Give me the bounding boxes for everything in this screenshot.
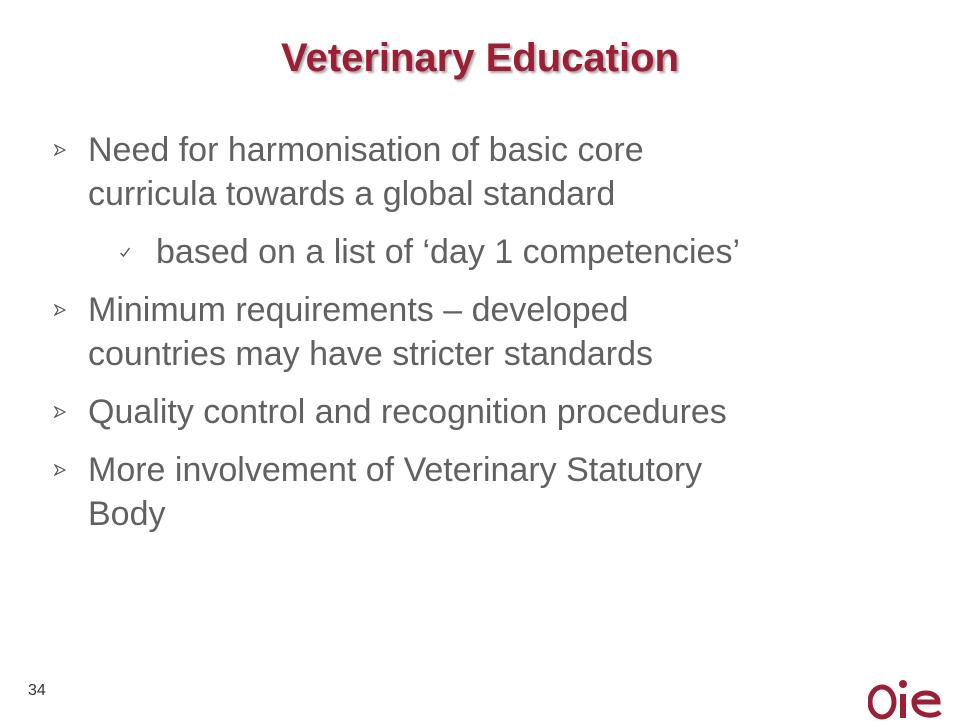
- bullet-minimum-requirements: [52, 288, 912, 376]
- bullet-text-line: Quality control and recognition procedures: [88, 393, 727, 431]
- sub-bullet-text: based on a list of ‘day 1 competencies’: [156, 233, 741, 271]
- arrowhead-icon: [52, 128, 68, 172]
- bullet-text-line: Need for harmonisation of basic core: [88, 131, 644, 169]
- slide-title: Veterinary Education: [281, 36, 679, 80]
- arrowhead-icon: [52, 448, 68, 492]
- oie-logo: [868, 672, 954, 720]
- bullet-text-line: More involvement of Veterinary Statutory: [88, 451, 703, 489]
- sub-bullet-competencies: [52, 230, 912, 274]
- bullet-harmonisation: [52, 128, 912, 216]
- check-icon: [118, 230, 132, 274]
- arrowhead-icon: [52, 288, 68, 332]
- arrowhead-icon: [52, 390, 68, 434]
- bullet-text-line: countries may have stricter standards: [88, 335, 654, 373]
- bullet-quality-control: [52, 390, 912, 434]
- bullet-list: [52, 128, 912, 550]
- bullet-text-line: curricula towards a global standard: [88, 175, 616, 213]
- slide-number: 34: [28, 682, 46, 699]
- bullet-text-line: Minimum requirements – developed: [88, 291, 629, 329]
- bullet-statutory-body: [52, 448, 912, 536]
- bullet-text-line: Body: [88, 495, 166, 533]
